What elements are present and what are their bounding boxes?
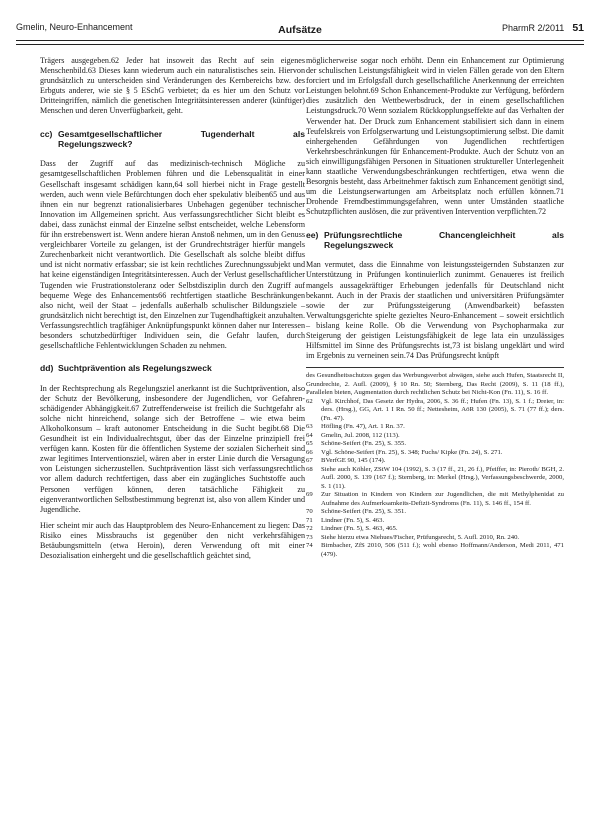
footnote-text: Siehe hierzu etwa Niehues/Fischer, Prüfungsrecht, 5. Aufl. 2010, Rn. 240. [321, 533, 520, 541]
footnote [306, 423, 564, 432]
header-rule [16, 40, 584, 41]
left-column [40, 56, 305, 561]
heading-text: Suchtprävention als Regelungszweck [58, 363, 212, 374]
right-column [306, 56, 564, 559]
page-number: 51 [572, 22, 584, 34]
journal-issue: PharmR 2/2011 [501, 23, 565, 33]
footnote-text: Vgl. Kirchhof, Das Gesetz der Hydra, 2006, S. 36 ff.; Hufen (Fn. 13), S. 1 f.; Dreier, in: ders. (Hrsg.), GG, Art. 1 I Rn. 50 ff.; Nettesheim, AöR 130 (2005), S. 71 (77 ff.); ders. (Fn. 47). [321, 397, 564, 422]
footnote [306, 508, 564, 517]
footnote-number: 71 [306, 516, 313, 524]
footnote-text: Schöne-Seifert (Fn. 25), S. 355. [321, 440, 407, 448]
paragraph: möglicherweise sogar noch erhöht. Denn ein Enhancement zur Optimierung der schulischen Leistungsfähigkeit wird in vielen Fällen gerade von den Eltern forciert und im Erfolgsfall durch gesellschaftliche Anerkennung der erreichten Leistungen belohnt.69 Schon Enhancement-Produkte zur Verfügung, befördern dies zusätzlich den Wettbewerbsdruck, der in einem gesellschaftlichen Leistungsdruck.70 Wenn sozialem Rückkopplungseffekte auf das Verhalten der Verwender hat. Der Druck zum Enhancement stabilisiert sich dann in einem Teufelskreis von Erfolgserwartung und Leistungsoptimierung selbst. Die damit einhergehenden Gefährdungen von Jugendlichen rechtfertigen Verkehrsbeschränkungen für Enhancement-Produkte. Auch der Schutz von an sich einwilligungsfähigen Personen in Situationen struktureller Unterlegenheit kann staatliche Verwendungsbeschränkungen rechtfertigen, etwa wenn die Besorgnis besteht, dass Arbeitnehmer faktisch zum Enhancement genötigt sind, um die Leistungserwartungen am Arbeitsplatz noch erfüllen können.71 Drohende Fremdbestimmungsgefahren, wenn unter Umständen staatliche Schutzpflichten auslösen, die zur präventiven Intervention verpflichten.72 [306, 56, 564, 217]
paragraph: Hier scheint mir auch das Hauptproblem des Neuro-Enhancement zu liegen: Das Risiko eines Missbrauchs ist gegenüber den nicht verkehrsfähigen Betäubungsmitteln (etwa Heroin), deren Verwendung oft mit einer Desozialisation einhergeht und die gesellschaftlich geächtet sind, [40, 520, 305, 561]
header-rule-thin [16, 44, 584, 45]
footnote [306, 432, 564, 441]
heading-number: cc) [40, 128, 53, 139]
paragraph: Man vermutet, dass die Einnahme von leistungssteigernden Substanzen zur Unterstützung in Prüfungen kontinuierlich zunimmt. Genaueres ist freilich mangels aussagekräftiger Erhebungen jedenfalls für Deutschland nicht bekannt. Auch in der Praxis der staatlichen und universitären Prüfungsämter sowie der zur Prüfungssteigerung (Anwendbarkeit) befassten Verwaltungsgerichte spielte gezieltes Neuro-Enhancement – soweit ersichtlich – bislang keine Rolle. Ob die Verwendung von Psychopharmaka zur Steigerung der geistigen Leistungsfähigkeit de lege lata ein unzulässiges Hilfsmittel im Sinne des Prüfungsrechts ist,73 ist bislang ungeklärt und wird im Ergebnis zu verneinen sein.74 Das Prüfungsrecht knüpft [306, 260, 564, 361]
footnote [306, 440, 564, 449]
heading-number: ee) [306, 229, 319, 240]
footnote-number: 69 [306, 491, 313, 499]
header-section: Aufsätze [278, 24, 322, 36]
footnote [306, 491, 564, 508]
footnote-number: 65 [306, 440, 313, 448]
footnote-number: 70 [306, 508, 313, 516]
footnote-number: 68 [306, 465, 313, 473]
heading-number: dd) [40, 363, 54, 374]
footnote-text: Zur Situation in Kindern von Kindern zur Jugendlichen, die mit Methylphenidat zu Aufnahme des Aufmerksamkeits-Defizit-Syndroms (Fn. 11), S. 146 ff., 154 ff. [321, 491, 564, 507]
footnote-text: Gmelin, Jul. 2008, 112 (113). [321, 431, 400, 439]
footnote-text: Lindner (Fn. 5), S. 463. [321, 516, 385, 524]
footnote [306, 466, 564, 492]
heading-text: Gesamtgesellschaftlicher Tugenderhalt als Regelungszweck? [58, 128, 305, 149]
footnote-continuation: des Gesundheitsschutzes gegen das Werbungsverbot abwägen, siehe auch Hufen, Staatsrecht II, Grundrechte, 2. Aufl. (2009), § 10 Rn. 50; Sternberg, Das Recht (2009), S. 11 (18 ff.), Parallelen bieten, Augmentation durch rechtlichen Schutz bei Nicht-Kon (Fn. 11), S. 16 ff. [306, 372, 564, 397]
footnote-number: 73 [306, 533, 313, 541]
paragraph: In der Rechtsprechung als Regelungsziel anerkannt ist die Suchtprävention, also der Schutz der Bevölkerung, insbesondere der Jugendlichen, vor Gefahren-schädigender Abhängigkeit.67 Zutreffenderweise ist freilich die Suchtgefahr als solche nicht hinreichend, solange sich der Betroffene – wie etwa beim Alkoholkonsum – kraft autonomer Entscheidung in die Sucht begibt.68 Die Gesundheit ist ein Individualrechtsgut, über das der Einzelne prinzipiell frei verfügen kann. Kosten für die öffentlichen Systeme der sozialen Sicherheit sind zwar legitimes Interventionsziel, wären aber in erster Linie durch die Versagung von Leistungen sicherzustellen. Suchtprävention lässt sich verfassungsrechtlich vor allem dadurch rechtfertigen, dass aber ein zugängliches Suchtstoffe auch Personen verfügen können, deren tatsächliche Fähigkeit zu eigenverantwortlichen Selbstbestimmung begrenzt ist, also von allem Kinder und Jugendliche. [40, 383, 305, 514]
paragraph: Trägers ausgegeben.62 Jeder hat insoweit das Recht auf sein eigenes Menschenbild.63 Dieses kann wiederum auch ein naturalistisches sein. Hiervon grundsätzlich zu unterscheiden sind Veränderungen des Kernbereichs bzw. des Erbguts anderer, wie sie § 5 ESchG verbietet; da es hier um den Schutz vor Dritteingriffen, nämlich die genetischen Integritätsinteressen anderer (künftiger) Menschen und deren Unverfügbarkeit, geht. [40, 56, 305, 116]
heading-text: Prüfungsrechtliche Chancengleichheit als Regelungszweck [324, 229, 564, 250]
header-author-title: Gmelin, Neuro-Enhancement [16, 22, 133, 32]
footnote [306, 398, 564, 424]
footnote-number: 67 [306, 457, 313, 465]
footnote-text: Schöne-Seifert (Fn. 25), S. 351. [321, 508, 407, 516]
paragraph: Dass der Zugriff auf das medizinisch-technisch Mögliche zu gesamtgesellschaftlichen Problemen führen und die Lebensqualität in einer Gesellschaft insgesamt schädigen kann,64 soll hierbei nicht in Frage gestellt werden, auch wenn viele Befürchtungen doch eher spekulativ bleiben65 und aus ihnen ein nur begrenzt rationalisierbares Unbehagen gegenüber technischer Innovation im Allgemeinen spricht. Aus verfassungsrechtlicher Sicht bleibt es dabei, dass zunächst einmal der Einzelne selbst entscheidet, welche Lebensform für ihn erstrebenswert ist. Wenn andere hieran Anstoß nehmen, um in den Genuss vergleichbarer Vorteile zu gelangen, ist der Grundrechtsträger hierfür mangels Zurechenbarkeit nicht verantwortlich. Die Gesellschaft als solche bleibt diffus und ist nicht normativ erfassbar; sie ist kein rechtliches Zurechnungssubjekt und hat keine eigenständigen Integritätsinteressen. Auch der Verlust gesellschaftlicher Tugenden wie Frustrationstoleranz oder Selbstdisziplin durch den Zugriff auf bequeme Wege des Enhancements66 rechtfertigen staatliche Beschränkungen also nicht, weil der Staat – jedenfalls außerhalb schulischer Bildungsziele – grundsätzlich nicht berechtigt ist, den Einzelnen zur Tugendhaftigkeit anzuhalten. Verfassungsrechtlich tragfähiger Anknüpfungspunkt können daher nur Interessen besonders schutzbedürftiger Individuen sein, die Gefahr laufen, durch gesellschaftliche Fehlentwicklungen Schaden zu nehmen. [40, 159, 305, 351]
section-heading [306, 230, 564, 251]
footnote [306, 517, 564, 526]
footnote [306, 457, 564, 466]
footnote-list [306, 398, 564, 560]
footnote [306, 449, 564, 458]
footnote [306, 525, 564, 534]
footnote-text: BVerfGE 90, 145 (174). [321, 457, 386, 465]
footnote-text: Höfling (Fn. 47), Art. 1 Rn. 37. [321, 423, 405, 431]
footnote-number: 64 [306, 431, 313, 439]
footnote-text: Vgl. Schöne-Seifert (Fn. 25), S. 348; Fuchs/ Kipke (Fn. 24), S. 271. [321, 448, 503, 456]
footnote-text: Birnbacher, ZfS 2010, 506 (511 f.); wohl ebenso Hoffmann/Anderson, Medi 2011, 471 (479). [321, 542, 564, 558]
header-journal [502, 22, 584, 34]
footnote [306, 542, 564, 559]
footnote-number: 72 [306, 525, 313, 533]
footnote-number: 62 [306, 397, 313, 405]
footnote-number: 63 [306, 423, 313, 431]
section-heading [40, 363, 305, 373]
footnote-number: 66 [306, 448, 313, 456]
footnote-number: 74 [306, 542, 313, 550]
footnote [306, 534, 564, 543]
footnotes [306, 367, 564, 559]
footnote-text: Lindner (Fn. 5), S. 463, 465. [321, 525, 398, 533]
section-heading [40, 129, 305, 150]
running-header [16, 16, 584, 40]
footnote-text: Siehe auch Köhler, ZStW 104 (1992), S. 3 (17 ff., 21, 26 f.), Pfeiffer, in: Pieroth/ BGH, 2. Aufl. 2000, S. 139 (167 f.); Sternberg, in: Merkel (Hrsg.), Verfassungsbeschwerde, 2000, S. 1 (11). [321, 465, 564, 490]
